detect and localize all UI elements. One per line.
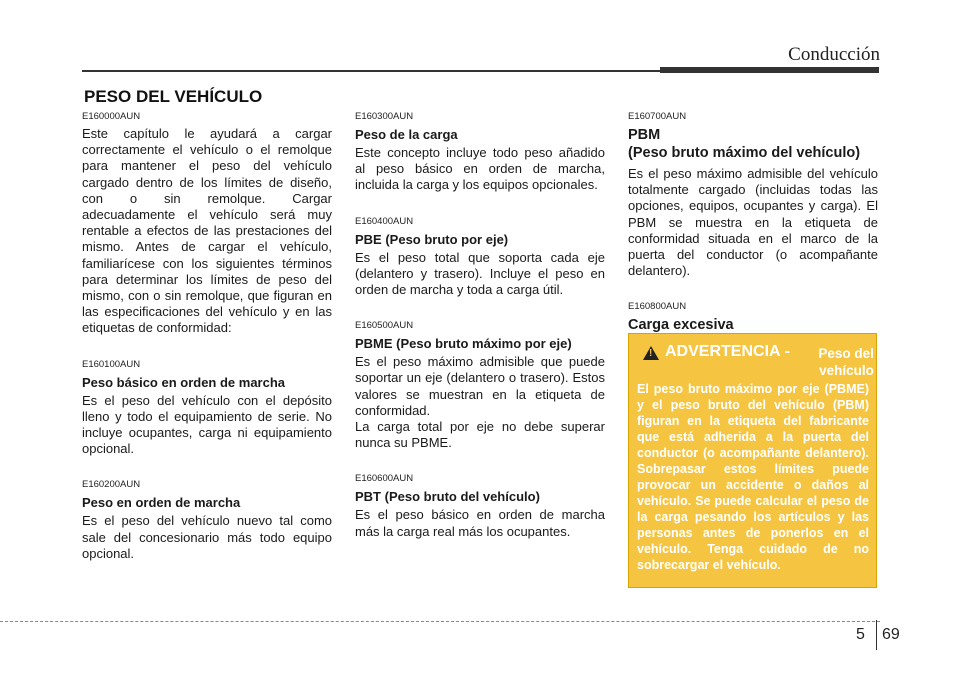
subsection-title-line: PBM <box>628 127 661 143</box>
chapter-number: 5 <box>856 626 865 643</box>
paragraph: Es el peso básico en orden de marcha más la carga real más los ocupantes. <box>355 507 605 539</box>
warning-triangle-icon: ! <box>643 346 659 360</box>
paragraph: La carga total por eje no debe superar nunca su PBME. <box>355 419 605 451</box>
section-title: PESO DEL VEHÍCULO <box>84 87 263 106</box>
header-rule-accent <box>660 67 879 73</box>
subsection-title: Peso básico en orden de marcha <box>82 374 286 390</box>
intro-paragraph: Este capítulo le ayudará a cargar correctamente el vehículo o el remolque para mantener el peso del vehículo cargado dentro de los límites de diseño, con o sin remolque. Cargar adecuadamente el vehículo será muy rentable a efectos de las prestaciones del mismo. Antes de cargar el vehículo, familiarícese con los siguientes términos para determinar los límites de peso del mismo, con o sin remolque, que figuran en las especificaciones del vehículo y en las etiquetas de conformidad: <box>82 126 332 336</box>
ref-code: E160100AUN <box>82 358 141 370</box>
ref-code: E160500AUN <box>355 320 414 332</box>
warning-topic: Peso del vehículo <box>818 346 874 378</box>
subsection-title: PBE (Peso bruto por eje) <box>355 231 509 247</box>
page-number: 69 <box>882 626 900 643</box>
column-1 <box>82 111 332 562</box>
ref-code: E160400AUN <box>355 215 414 227</box>
warning-header <box>643 343 874 379</box>
paragraph: Es el peso máximo admisible que puede soportar un eje (delantero o trasero). Estos valores se muestran en la etiqueta de conformidad. <box>355 354 605 418</box>
paragraph: Es el peso del vehículo nuevo tal como sale del concesionario más todo equipo opcional. <box>82 513 332 561</box>
ref-code: E160200AUN <box>82 479 141 491</box>
warning-dash: - <box>784 343 790 360</box>
subsection-title-line: (Peso bruto máximo del vehículo) <box>628 145 861 161</box>
warning-text: El peso bruto máximo por eje (PBME) y el peso bruto del vehículo (PBM) figuran en la etiqueta del fabricante que está adherida a la puerta del conductor (o acompañante delantero). Sobrepasar estos límites puede provocar un accidente o daños al vehículo. Se puede calcular el peso de la carga pesando los artículos y las personas antes de ponerlos en el vehículo. Tenga cuidado de no sobrecargar el vehículo. <box>637 382 869 572</box>
warning-box <box>628 333 877 588</box>
footer-divider <box>876 620 877 650</box>
subsection-title: PBT (Peso bruto del vehículo) <box>355 489 540 505</box>
paragraph: Es el peso máximo admisible del vehículo totalmente cargado (incluidas todas las opciones, equipos, ocupantes y carga). El PBM se muestra en la etiqueta de conformidad situada en el marco de la puerta del conductor (o acompañante delantero). <box>628 166 878 279</box>
ref-code: E160700AUN <box>628 111 687 122</box>
footer-rule <box>0 621 880 622</box>
ref-code: E160600AUN <box>355 473 414 485</box>
ref-code: E160000AUN <box>82 111 141 122</box>
warning-label: ADVERTENCIA <box>665 343 781 360</box>
ref-code: E160300AUN <box>355 111 414 122</box>
subsection-title <box>628 126 878 162</box>
header-rule <box>82 70 662 72</box>
subsection-title: Peso en orden de marcha <box>82 495 241 511</box>
paragraph: Es el peso total que soporta cada eje (delantero y trasero). Incluye el peso en orden de marcha y toda a carga útil. <box>355 249 605 298</box>
paragraph: Es el peso del vehículo con el depósito lleno y todo el equipamiento de serie. No incluye ocupantes, carga ni equipamiento opcional. <box>82 392 332 457</box>
subsection-title: Carga excesiva <box>628 317 734 334</box>
ref-code: E160800AUN <box>628 301 687 313</box>
column-3 <box>628 111 878 338</box>
subsection-title: PBME (Peso bruto máximo por eje) <box>355 336 572 352</box>
paragraph: Este concepto incluye todo peso añadido al peso básico en orden de marcha, incluida la carga y los equipos opcionales. <box>355 145 605 193</box>
subsection-title: Peso de la carga <box>355 127 458 142</box>
column-2 <box>355 111 605 540</box>
chapter-title: Conducción <box>788 44 880 65</box>
